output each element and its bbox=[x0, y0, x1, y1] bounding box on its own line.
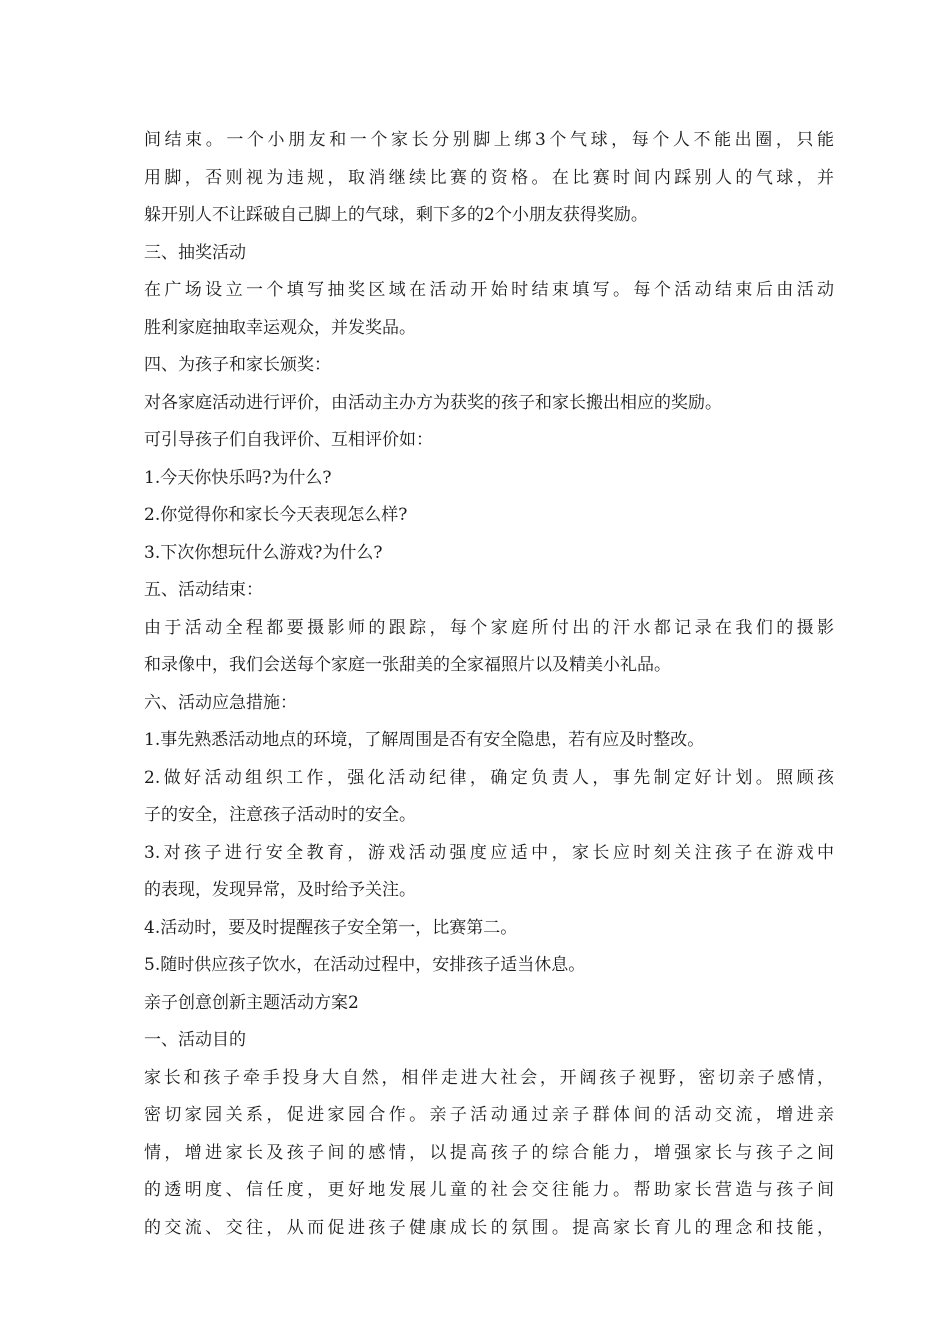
paragraph-line: 家长和孩子牵手投身大自然，相伴走进大社会，开阔孩子视野，密切亲子感情， bbox=[144, 1067, 834, 1088]
list-item: 1.今天你快乐吗?为什么? bbox=[144, 467, 332, 488]
list-item: 1.事先熟悉活动地点的环境，了解周围是否有安全隐患，若有应及时整改。 bbox=[144, 730, 705, 750]
paragraph-line: 在广场设立一个填写抽奖区域在活动开始时结束填写。每个活动结束后由活动 bbox=[144, 280, 834, 300]
section-heading: 五、活动结束： bbox=[144, 580, 263, 600]
list-item: 3.对孩子进行安全教育，游戏活动强度应适中，家长应时刻关注孩子在游戏中 bbox=[144, 842, 834, 863]
list-item: 5.随时供应孩子饮水，在活动过程中，安排孩子适当休息。 bbox=[144, 955, 586, 975]
document-body bbox=[144, 122, 834, 1247]
list-item: 2.做好活动组织工作，强化活动纪律，确定负责人，事先制定好计划。照顾孩 bbox=[144, 767, 834, 788]
list-item-continued: 子的安全，注意孩子活动时的安全。 bbox=[144, 805, 416, 825]
paragraph-line: 可引导孩子们自我评价、互相评价如： bbox=[144, 430, 433, 450]
list-item: 3.下次你想玩什么游戏?为什么? bbox=[144, 542, 383, 563]
section-heading: 四、为孩子和家长颁奖： bbox=[144, 355, 331, 375]
list-item: 4.活动时，要及时提醒孩子安全第一，比赛第二。 bbox=[144, 917, 518, 938]
paragraph-line: 用脚，否则视为违规，取消继续比赛的资格。在比赛时间内踩别人的气球，并 bbox=[144, 167, 834, 188]
paragraph-line: 对各家庭活动进行评价，由活动主办方为获奖的孩子和家长搬出相应的奖励。 bbox=[144, 392, 722, 413]
section-heading: 一、活动目的 bbox=[144, 1030, 246, 1050]
section-heading: 三、抽奖活动 bbox=[144, 242, 246, 263]
list-item: 2.你觉得你和家长今天表现怎么样? bbox=[144, 505, 408, 525]
paragraph-line: 的交流、交往，从而促进孩子健康成长的氛围。提高家长育儿的理念和技能， bbox=[144, 1217, 834, 1238]
paragraph-line: 情，增进家长及孩子间的感情，以提高孩子的综合能力，增强家长与孩子之间 bbox=[144, 1142, 834, 1163]
list-item-continued: 的表现，发现异常，及时给予关注。 bbox=[144, 880, 416, 900]
paragraph-line: 胜利家庭抽取幸运观众，并发奖品。 bbox=[144, 317, 416, 338]
paragraph-line: 由于活动全程都要摄影师的跟踪，每个家庭所付出的汗水都记录在我们的摄影 bbox=[144, 617, 834, 638]
paragraph-line: 躲开别人不让踩破自己脚上的气球，剩下多的2个小朋友获得奖励。 bbox=[144, 205, 648, 225]
paragraph-line: 的透明度、信任度，更好地发展儿童的社会交往能力。帮助家长营造与孩子间 bbox=[144, 1180, 834, 1200]
section-heading: 六、活动应急措施： bbox=[144, 692, 297, 713]
paragraph-line: 间结束。一个小朋友和一个家长分别脚上绑3个气球，每个人不能出圈，只能 bbox=[144, 130, 834, 150]
paragraph-line: 密切家园关系，促进家园合作。亲子活动通过亲子群体间的活动交流，增进亲 bbox=[144, 1105, 834, 1125]
document-subtitle: 亲子创意创新主题活动方案2 bbox=[144, 992, 359, 1013]
paragraph-line: 和录像中，我们会送每个家庭一张甜美的全家福照片以及精美小礼品。 bbox=[144, 655, 671, 675]
